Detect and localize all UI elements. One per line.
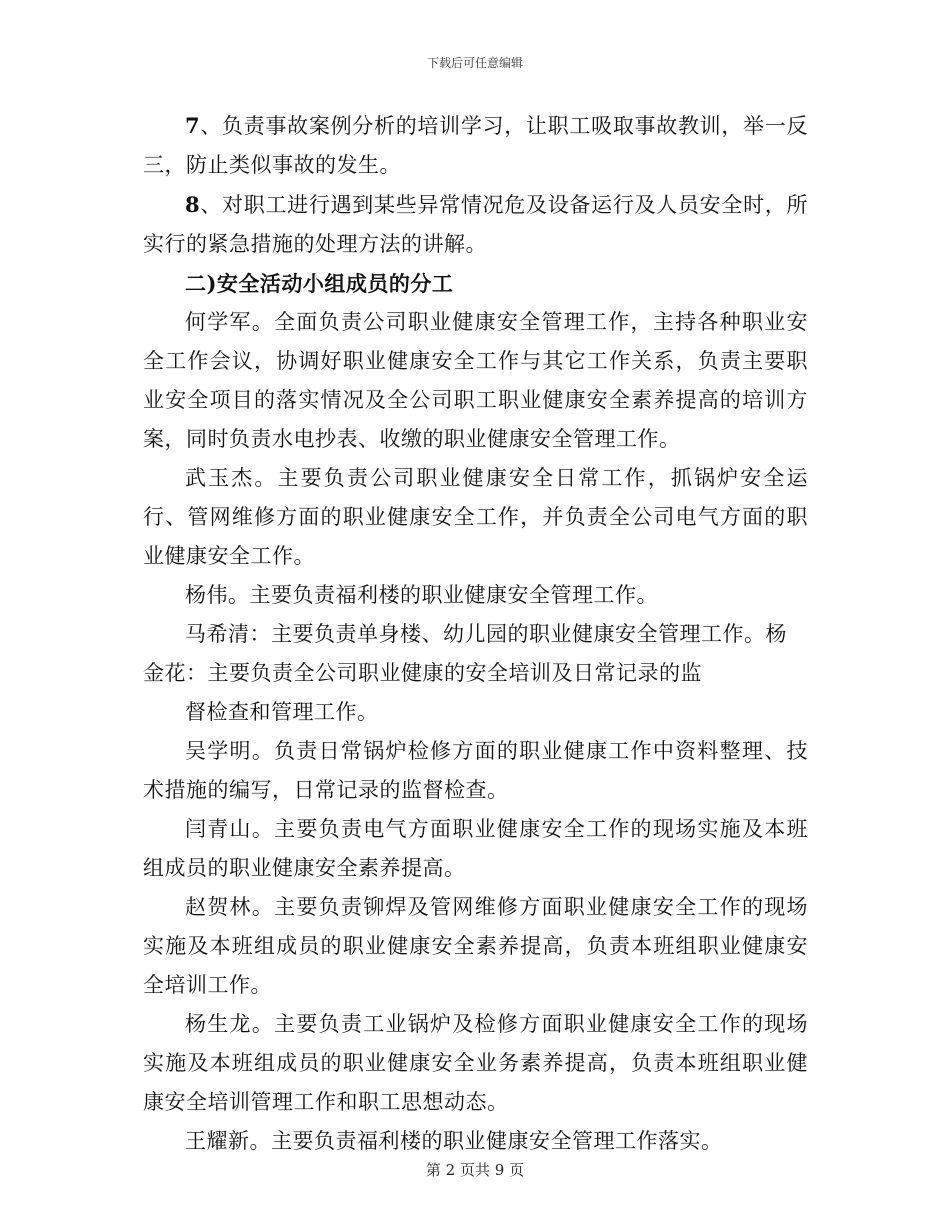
page-header: 下载后可任意编辑	[426, 56, 523, 70]
paragraph: 督检查和管理工作。	[185, 700, 379, 724]
paragraph: 何学军。全面负责公司职业健康安全管理工作，主持各种职业安全工作会议，协调好职业健康安全工作与其它工作关系，负责主要职业安全项目的落实情况及全公司职工职业健康安全素养提高的培训方案，同时负责水电抄表、收缴的职业健康安全管理工作。	[143, 310, 808, 451]
paragraph: 马希清：主要负责单身楼、幼儿园的职业健康安全管理工作。杨	[185, 622, 787, 646]
paragraph: 赵贺林。主要负责铆焊及管网维修方面职业健康安全工作的现场实施及本班组成员的职业健康安全素养提高，负责本班组职业健康安全培训工作。	[143, 895, 808, 997]
paragraph-text: 、对职工进行遇到某些异常情况危及设备运行及人员安全时，所实行的紧急措施的处理方法的讲解。	[143, 193, 808, 256]
section-heading: 二)安全活动小组成员的分工	[185, 271, 454, 296]
paragraph: 杨生龙。主要负责工业锅炉及检修方面职业健康安全工作的现场实施及本班组成员的职业健康安全业务素养提高，负责本班组职业健康安全培训管理工作和职工思想动态。	[143, 1012, 808, 1114]
item-number: 7	[185, 113, 201, 138]
paragraph: 武玉杰。主要负责公司职业健康安全日常工作，抓锅炉安全运行、管网维修方面的职业健康安全工作，并负责全公司电气方面的职业健康安全工作。	[143, 466, 808, 568]
paragraph-item-7	[143, 106, 808, 185]
paragraph: 金花：主要负责全公司职业健康的安全培训及日常记录的监	[143, 661, 702, 685]
paragraph: 王耀新。主要负责福利楼的职业健康安全管理工作落实。	[185, 1129, 723, 1153]
item-number: 8	[185, 192, 201, 217]
paragraph: 杨伟。主要负责福利楼的职业健康安全管理工作。	[185, 583, 658, 607]
paragraph: 吴学明。负责日常锅炉检修方面的职业健康工作中资料整理、技术措施的编写，日常记录的监督检查。	[143, 739, 808, 802]
paragraph-text: 、负责事故案例分析的培训学习，让职工吸取事故教训，举一反三，防止类似事故的发生。	[143, 114, 808, 177]
paragraph: 闫青山。主要负责电气方面职业健康安全工作的现场实施及本班组成员的职业健康安全素养提高。	[143, 817, 808, 880]
page-footer: 第 2 页共 9 页	[425, 1161, 525, 1179]
paragraph-item-8	[143, 185, 808, 264]
document-body	[143, 106, 808, 1161]
